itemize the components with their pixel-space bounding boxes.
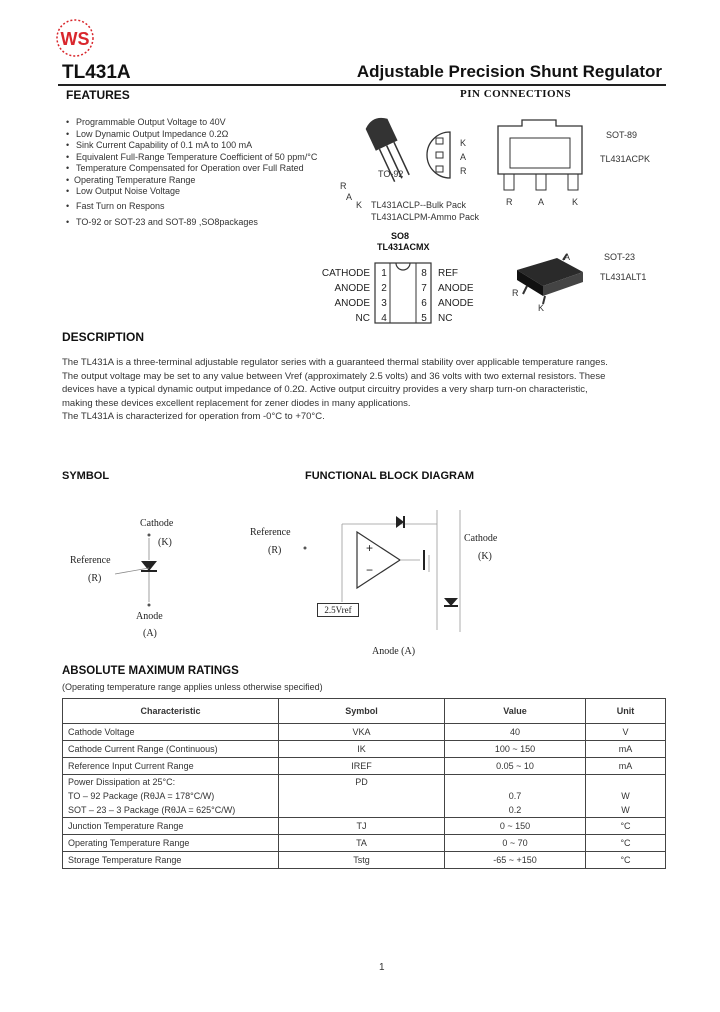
- col-value: Value: [445, 699, 586, 724]
- symbol-heading: SYMBOL: [62, 470, 110, 482]
- block-k: (K): [478, 551, 492, 562]
- sot89-label: SOT-89: [606, 130, 638, 140]
- features-list: [66, 117, 317, 229]
- symbol-a: (A): [143, 628, 157, 639]
- so8-part: TL431ACMX: [377, 242, 430, 252]
- sot23-pin-a: A: [564, 252, 571, 262]
- to92-lead-a: A: [346, 192, 353, 202]
- to92-package-diagram: [335, 112, 495, 212]
- shunt-regulator-symbol-icon: [105, 530, 165, 610]
- list-item: • Fast Turn on Respons: [66, 201, 317, 213]
- page-number: 1: [379, 962, 385, 973]
- table-row: Operating Temperature Range TA 0 ~ 70 °C: [63, 835, 666, 852]
- block-diagram-heading: FUNCTIONAL BLOCK DIAGRAM: [305, 470, 475, 482]
- functional-block-diagram: [300, 510, 470, 640]
- ratings-heading: ABSOLUTE MAXIMUM RATINGS: [62, 665, 239, 677]
- description-heading: DESCRIPTION: [62, 330, 145, 344]
- list-item: • Equivalent Full-Range Temperature Coefficient of 50 ppm/°C: [66, 152, 317, 164]
- so8-left-nums: 1 2 3 4: [381, 268, 387, 324]
- list-item: • Low Dynamic Output Impedance 0.2Ω: [66, 129, 317, 141]
- so8-label: SO8: [391, 231, 410, 241]
- col-characteristic: Characteristic: [63, 699, 279, 724]
- ratings-table: [62, 698, 666, 869]
- table-row-power-dissipation: Power Dissipation at 25°C: TO – 92 Package (RθJA = 178°C/W) SOT – 23 – 3 Package (RθJA = 625°C/W) PD 0.7 0.2 W W: [63, 775, 666, 818]
- symbol-r: (R): [88, 573, 102, 584]
- table-row: Cathode Current Range (Continuous) IK 100 ~ 150 mA: [63, 741, 666, 758]
- so8-right-nums: 8 7 6 5: [421, 268, 427, 324]
- opamp-minus-sign: −: [366, 563, 374, 577]
- page-title: Adjustable Precision Shunt Regulator: [356, 62, 662, 81]
- symbol-cathode: Cathode: [140, 518, 174, 529]
- to92-lead-r: R: [340, 181, 347, 191]
- sot89-package-diagram: [492, 112, 597, 197]
- col-unit: Unit: [586, 699, 666, 724]
- block-anode: Anode (A): [372, 646, 416, 657]
- col-symbol: Symbol: [279, 699, 445, 724]
- list-item: • Low Output Noise Voltage: [66, 186, 317, 198]
- list-item: • Programmable Output Voltage to 40V: [66, 117, 317, 129]
- symbol-reference: Reference: [70, 555, 111, 566]
- to92-pin-a: A: [460, 152, 467, 162]
- to92-label: TO-92: [378, 169, 404, 179]
- block-cathode: Cathode: [464, 533, 498, 544]
- list-item: • Temperature Compensated for Operation over Full Rated: [66, 163, 317, 175]
- sot89-part: TL431ACPK: [600, 154, 651, 164]
- to92-ammo-pack: TL431ACLPM-Ammo Pack: [371, 212, 480, 222]
- to92-bulk-pack: TL431ACLP--Bulk Pack: [371, 200, 467, 210]
- part-number: TL431A: [62, 62, 131, 83]
- pin-connections-heading: PIN CONNECTIONS: [460, 88, 572, 100]
- sot89-pin-r: R: [506, 197, 513, 207]
- sot23-label: SOT-23: [604, 252, 636, 262]
- to92-pin-k: K: [460, 138, 467, 148]
- symbol-k: (K): [158, 537, 172, 548]
- svg-text:WS: WS: [60, 29, 90, 49]
- sot89-pin-a: A: [538, 197, 545, 207]
- opamp-plus-sign: +: [366, 541, 374, 555]
- block-ref-pin: (R): [268, 545, 282, 556]
- symbol-anode: Anode: [136, 611, 163, 622]
- block-reference: Reference: [250, 527, 291, 538]
- vref-box: 2.5Vref: [317, 603, 359, 617]
- features-heading: FEATURES: [66, 88, 130, 102]
- sot89-pin-k: K: [572, 197, 579, 207]
- list-item: • TO-92 or SOT-23 and SOT-89 ,SO8packages: [66, 217, 317, 229]
- table-row: Junction Temperature Range TJ 0 ~ 150 °C: [63, 818, 666, 835]
- to92-lead-k: K: [356, 200, 363, 210]
- so8-right-names: REF ANODE ANODE NC: [438, 268, 474, 324]
- sot23-pin-k: K: [538, 303, 545, 313]
- sot23-pin-r: R: [512, 288, 519, 298]
- list-item-cont: • Operating Temperature Range: [66, 175, 317, 187]
- ratings-note: (Operating temperature range applies unless otherwise specified): [62, 682, 323, 692]
- table-header-row: [63, 699, 666, 724]
- list-item: • Sink Current Capability of 0.1 mA to 100 mA: [66, 140, 317, 152]
- table-row: Reference Input Current Range IREF 0.05 ~ 10 mA: [63, 758, 666, 775]
- ws-logo-icon: [55, 18, 95, 58]
- to92-pin-r: R: [460, 166, 467, 176]
- sot23-part: TL431ALT1: [600, 272, 647, 282]
- table-row: Storage Temperature Range Tstg -65 ~ +150 °C: [63, 852, 666, 869]
- sot23-package-diagram: [505, 248, 595, 310]
- description-text: The TL431A is a three-terminal adjustable regulator series with a guaranteed thermal stability over applicable temperature ranges. The output voltage may be set to any value between Vref (approximately 2.5 volts) and 36 volts with two external resistors. These devices have a typical dynamic output impedance of 0.2Ω. Active output circuitry provides a very sharp turn-on characteristic, making these devices excellent replacement for zener diodes in many applications. The TL431A is characterized for operation from -0°C to +70°C.: [62, 357, 608, 422]
- header-rule: [58, 84, 666, 86]
- table-row: Cathode Voltage VKA 40 V: [63, 724, 666, 741]
- so8-left-names: CATHODE ANODE ANODE NC: [321, 268, 370, 324]
